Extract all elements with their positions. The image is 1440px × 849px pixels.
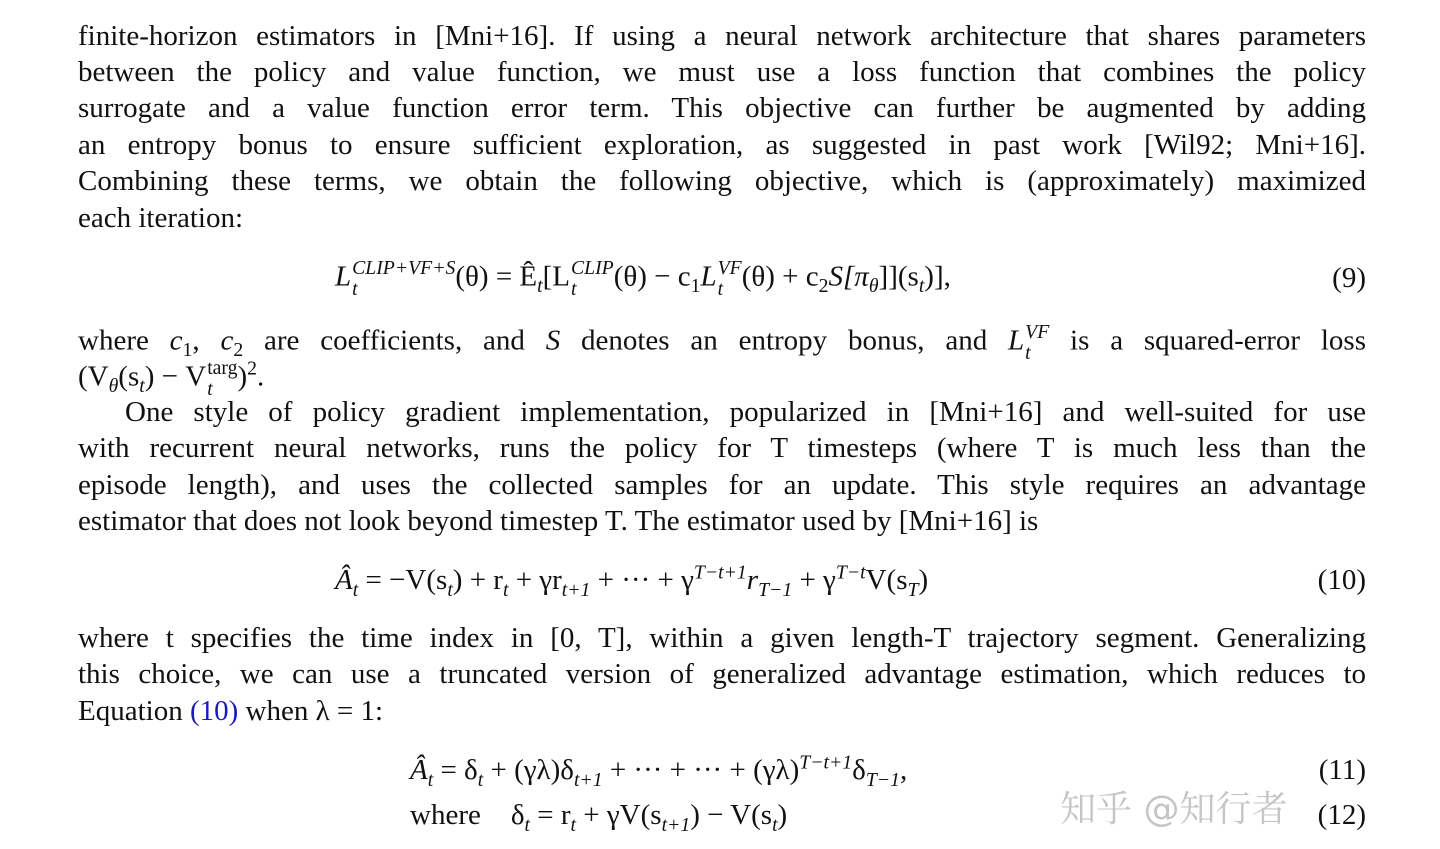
equation-number: (11) [1318, 754, 1366, 786]
text-line: surrogate and a value function error term. This objective can further be augmented by adding [78, 92, 1366, 124]
text-line: finite-horizon estimators in [Mni+16]. If using a neural network architecture that shares parameters [78, 20, 1366, 52]
equation-12: where $\delta_t = r_t + \gamma V(s_{t+1}) - V(s_t)$ [410, 799, 788, 836]
equation-link[interactable]: (10) [189, 695, 239, 727]
equation-11: $Â_t = \delta_t + (\gamma\lambda)\delta_{t+1}$ + ··· + ··· + $(\gamma\lambda)^{T-t+1}\delta_{T-1}$, [410, 751, 908, 791]
text-line: where $c_1$, $c_2$ are coefficients, and S denotes an entropy bonus, and L VF t is a squared-error loss [78, 321, 1367, 364]
equation-number: (10) [1317, 564, 1366, 596]
equation-number: (12) [1317, 799, 1366, 831]
text-line: Combining these terms, we obtain the following objective, which is (approximately) maximized [78, 165, 1366, 197]
text-line: episode length), and uses the collected samples for an update. This style requires an advantage [78, 469, 1366, 501]
text-line: estimator that does not look beyond timestep T. The estimator used by [Mni+16] is [78, 505, 1039, 537]
text-line: an entropy bonus to ensure sufficient exploration, as suggested in past work [Wil92; Mni+16]. [78, 129, 1366, 161]
text-line: between the policy and value function, we must use a loss function that combines the policy [78, 56, 1366, 88]
text-line: One style of policy gradient implementation, popularized in [Mni+16] and well-suited for use [125, 396, 1366, 428]
text-line: where t specifies the time index in [0, T], within a given length-T trajectory segment. Generalizing [78, 622, 1366, 654]
watermark: 知乎 @知行者 [1060, 789, 1288, 830]
text-line: Equation (10) when λ = 1: [78, 695, 384, 727]
text-line: with recurrent neural networks, runs the policy for T timesteps (where T is much less than the [78, 432, 1366, 464]
text-line: this choice, we can use a truncated version of generalized advantage estimation, which reduces to [78, 658, 1366, 690]
equation-10: $Â_t = -V(s_t) + r_t + \gamma r_{t+1}$ + ··· + $\gamma^{T-t+1}r_{T-1} + \gamma^{T-t}V(s_T)$ [335, 561, 929, 601]
text-line: ($V_\theta(s_t) - V$ targ t )$^2$. [78, 357, 265, 400]
equation-number: (9) [1332, 262, 1366, 294]
text-line: each iteration: [78, 202, 244, 234]
equation-9: L CLIP+VF+S t $(\theta) = Ê_t[L$ CLIP t $(\theta) - c_1L$ VF t $(\theta) + c_2S[\pi_\theta]](s_t)$], [335, 257, 951, 300]
